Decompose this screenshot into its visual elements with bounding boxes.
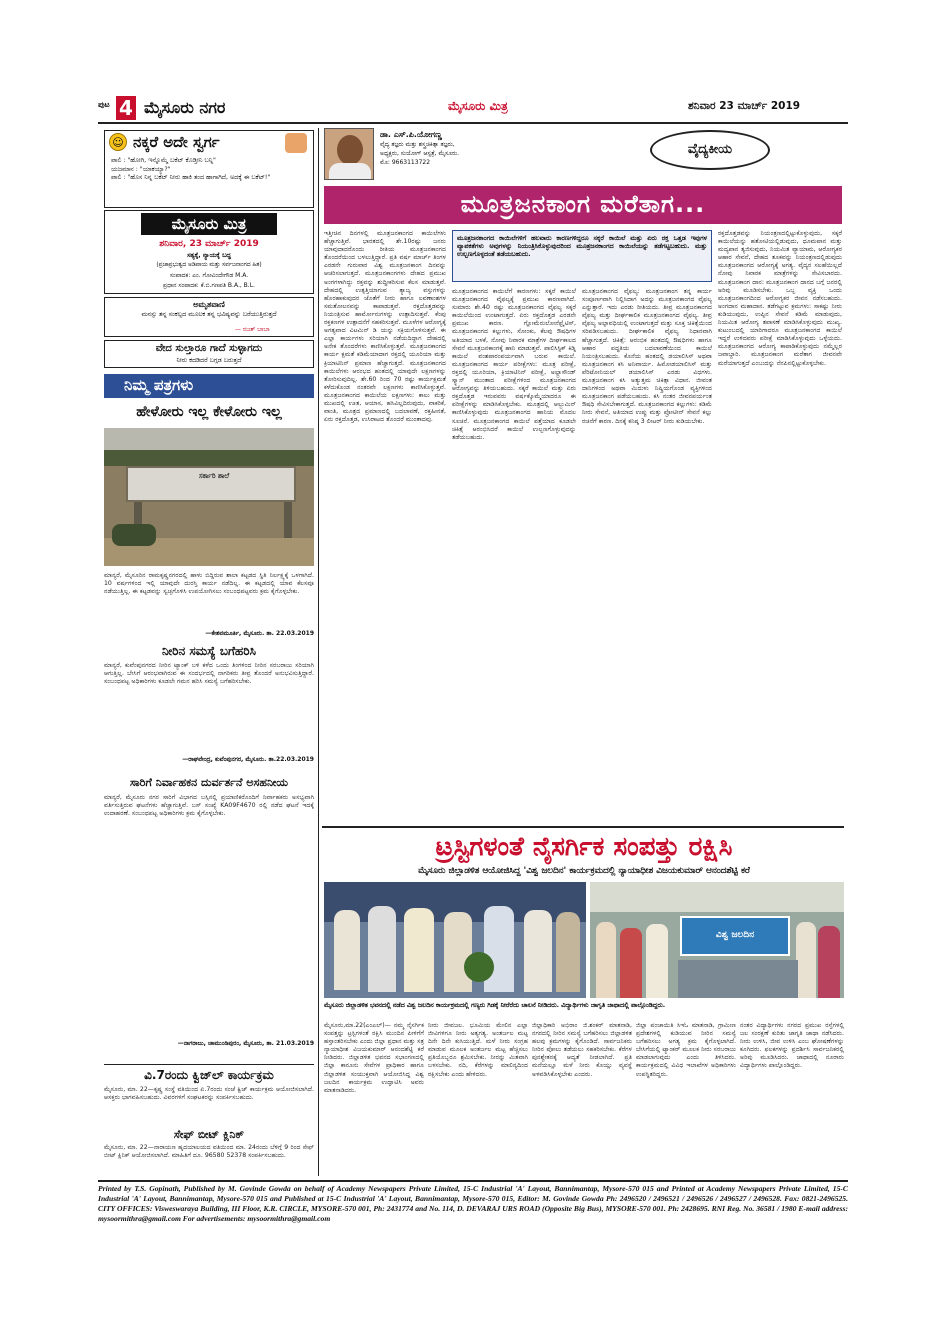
pullquote-box: [452, 230, 712, 282]
event2-body: ಮೈಸೂರು, ಮಾ. 22—ನಾರಾಯಣ ಹೃದಯಾಲಯದ ವತಿಯಿಂದ ಮಾ. 24ರಂದು ಬೆಳಿಗ್ಗೆ 9 ರಿಂದ ಸೇಫ್ ಬೀಟ್ ಕ್ಲಿನಿಕ್ ಆಯೋಜಿಸಲಾಗಿದೆ. ಮಾಹಿತಿಗೆ ದೂ. 96580 52378 ಸಂಪರ್ಕಿಸಬಹುದು.: [104, 1144, 314, 1160]
notice-title: ವೇದ ಸುಲ್ತಾರೂ ಗಾದೆ ಸುಳ್ಳಾಗದು: [155, 343, 263, 354]
quote-author: — ರಜತ್ ಬಾಬಾ: [235, 326, 270, 333]
page-label: ಪುಟ: [98, 100, 110, 109]
footer-rule: [98, 1180, 848, 1182]
header-rule: [98, 122, 848, 124]
column-title-badge: [650, 130, 770, 170]
event2-title: ಸೇಫ್ ಬೀಟ್ ಕ್ಲಿನಿಕ್: [173, 1128, 245, 1141]
author-line1: ವೈದ್ಯ ತಜ್ಞರು ಮತ್ತು ಶಸ್ತ್ರಚಿಕಿತ್ಸಾ ತಜ್ಞರು,: [380, 141, 455, 148]
joke-line: ಯಜಮಾನ : "ಯಾಕಯ್ಯಾ?": [111, 165, 171, 173]
health-col4: ರಕ್ತದೊತ್ತಡವನ್ನು ನಿಯಂತ್ರಣದಲ್ಲಿಟ್ಟುಕೊಳ್ಳುವುದು, ಸಕ್ಕರೆ ಕಾಯಿಲೆಯನ್ನು ಹತೋಟಿಯಲ್ಲಿಡುವುದು, ಧೂಮಪಾನ ಮತ್ತು ಮದ್ಯಪಾನ ತ್ಯಜಿಸುವುದು, ನಿಯಮಿತ ವ್ಯಾಯಾಮ, ಆರೋಗ್ಯಕರ ಆಹಾರ ಸೇವನೆ, ದೇಹದ ತೂಕವನ್ನು ನಿಯಂತ್ರಣದಲ್ಲಿಡುವುದು ಮೂತ್ರಜನಕಾಂಗದ ಆರೋಗ್ಯಕ್ಕೆ ಅಗತ್ಯ. ವೈದ್ಯರ ಸಲಹೆಯಿಲ್ಲದೆ ನೋವು ನಿವಾರಕ ಮಾತ್ರೆಗಳನ್ನು ಸೇವಿಸಬಾರದು. ಮೂತ್ರಜನಕಾಂಗ ದಾನ: ಮೂತ್ರಜನಕಾಂಗ ದಾನದ ಬಗ್ಗೆ ಜನರಲ್ಲಿ ಅರಿವು ಮೂಡಿಸಬೇಕು. ಒಬ್ಬ ವ್ಯಕ್ತಿ ಒಂದು ಮೂತ್ರಜನಕಾಂಗದಿಂದ ಆರೋಗ್ಯಕರ ಜೀವನ ನಡೆಸಬಹುದು. ಅಂಗದಾನ ಮಹಾದಾನ. ತಡೆಗಟ್ಟುವ ಕ್ರಮಗಳು: ಸಾಕಷ್ಟು ನೀರು ಕುಡಿಯುವುದು, ಉಪ್ಪಿನ ಸೇವನೆ ಕಡಿಮೆ ಮಾಡುವುದು, ನಿಯಮಿತ ಆರೋಗ್ಯ ತಪಾಸಣೆ ಮಾಡಿಸಿಕೊಳ್ಳುವುದು ಮುಖ್ಯ. ಕುಟುಂಬದಲ್ಲಿ ಯಾರಿಗಾದರೂ ಮೂತ್ರಜನಕಾಂಗದ ಕಾಯಿಲೆ ಇದ್ದರೆ ಉಳಿದವರು ಪರೀಕ್ಷೆ ಮಾಡಿಸಿಕೊಳ್ಳುವುದು ಒಳ್ಳೆಯದು. ಮೂತ್ರಜನಕಾಂಗದ ಆರೋಗ್ಯ ಕಾಪಾಡಿಕೊಳ್ಳುವುದು ನಮ್ಮೆಲ್ಲರ ಜವಾಬ್ದಾರಿ. ಮೂತ್ರಜನಕಾಂಗ ಮರೆತಾಗ ಜೀವನವೇ ಮರೆಯಾಗುತ್ತದೆ ಎಂಬುದನ್ನು ನೆನಪಿನಲ್ಲಿಟ್ಟುಕೊಳ್ಳಬೇಕು.: [718, 230, 842, 367]
author-line2: ಅಧ್ಯಕ್ಷರು, ಸುಯೋಗ್ ಆಸ್ಪತ್ರೆ, ಮೈಸೂರು.: [380, 150, 460, 157]
notice-box: [104, 340, 314, 368]
event1-title: ವಿ.7ರಂದು ಕ್ವಿಜ್‌ಲ್ ಕಾರ್ಯಕ್ರಮ: [144, 1068, 274, 1082]
banner-text: ವಿಶ್ವ ಜಲದಿನ: [715, 930, 755, 940]
joke-line: ಪಾಲಿ : "ಹೋಗಿ, ಇನ್ನೊಮ್ಮೆ ಬಕೆಟ್ ಕೊಡ್ತೀನಿ ಬನ್ನಿ": [111, 157, 216, 164]
letter3-body: ಮಾನ್ಯರೆ, ಮೈಸೂರು ನಗರ ಸಾರಿಗೆ ವಿಭಾಗದ ಬಸ್ಸಿನಲ್ಲಿ ಪ್ರಯಾಣಿಕರೊಂದಿಗೆ ನಿರ್ವಾಹಕರು ಅಸಭ್ಯವಾಗಿ ವರ್ತಿಸುತ್ತಿರುವ ಘಟನೆಗಳು ಹೆಚ್ಚಾಗುತ್ತಿವೆ. ಬಸ್ ಸಂಖ್ಯೆ KA09F4670 ರಲ್ಲಿ ನಡೆದ ಘಟನೆ ಇದಕ್ಕೆ ಉದಾಹರಣೆ. ಸಂಬಂಧಪಟ್ಟ ಅಧಿಕಾರಿಗಳು ಕ್ರಮ ಕೈಗೊಳ್ಳಬೇಕು.: [104, 794, 314, 818]
paper-editor: ಸಂಪಾದಕ: ಎಂ. ಗೋವಿಂದೇಗೌಡ M.A.: [169, 272, 249, 279]
divider: [104, 1064, 314, 1065]
letters-headline: ಹೇಳೋರು ಇಲ್ಲ ಕೇಳೋರು ಇಲ್ಲ: [136, 404, 282, 420]
notice-text: ನೀರು ಕದಡಿದರೆ ಬಗ್ಗಡ ಬರುತ್ತದೆ: [176, 357, 242, 364]
health-col2: ಮೂತ್ರಜನಕಾಂಗದ ಕಾಯಿಲೆಗೆ ಕಾರಣಗಳು: ಸಕ್ಕರೆ ಕಾಯಿಲೆ ಮೂತ್ರಜನಕಾಂಗದ ವೈಫಲ್ಯಕ್ಕೆ ಪ್ರಮುಖ ಕಾರಣವಾಗಿದೆ. ಸುಮಾರು ಶೇ.40 ರಷ್ಟು ಮೂತ್ರಜನಕಾಂಗದ ವೈಫಲ್ಯ ಸಕ್ಕರೆ ಕಾಯಿಲೆಯಿಂದ ಉಂಟಾಗುತ್ತದೆ. ಏರು ರಕ್ತದೊತ್ತಡ ಎರಡನೇ ಪ್ರಮುಖ ಕಾರಣ. ಗ್ಲೋಮೆರುಲೋನೆಫ್ರೈಟಿಸ್, ಮೂತ್ರಜನಕಾಂಗದ ಕಲ್ಲುಗಳು, ಸೋಂಕು, ಕೆಲವು ಔಷಧಿಗಳ ಅತಿಯಾದ ಬಳಕೆ, ನೋವು ನಿವಾರಕ ಮಾತ್ರೆಗಳ ದೀರ್ಘಕಾಲದ ಸೇವನೆ ಮೂತ್ರಜನಕಾಂಗಕ್ಕೆ ಹಾನಿ ಮಾಡುತ್ತವೆ. ಪಾಲಿಸಿಸ್ಟಿಕ್ ಕಿಡ್ನಿ ಕಾಯಿಲೆ ವಂಶಪಾರಂಪರ್ಯವಾಗಿ ಬರುವ ಕಾಯಿಲೆ. ಮೂತ್ರಜನಕಾಂಗದ ಕಾರ್ಯ ಪರೀಕ್ಷೆಗಳು: ಮೂತ್ರ ಪರೀಕ್ಷೆ, ರಕ್ತದಲ್ಲಿ ಯೂರಿಯಾ, ಕ್ರಿಯಾಟಿನಿನ್ ಪರೀಕ್ಷೆ, ಅಲ್ಟ್ರಾಸೌಂಡ್ ಸ್ಕ್ಯಾನ್ ಮುಂತಾದ ಪರೀಕ್ಷೆಗಳಿಂದ ಮೂತ್ರಜನಕಾಂಗದ ಆರೋಗ್ಯವನ್ನು ತಿಳಿಯಬಹುದು. ಸಕ್ಕರೆ ಕಾಯಿಲೆ ಮತ್ತು ಏರು ರಕ್ತದೊತ್ತಡ ಇರುವವರು ವರ್ಷಕ್ಕೊಮ್ಮೆಯಾದರೂ ಈ ಪರೀಕ್ಷೆಗಳನ್ನು ಮಾಡಿಸಿಕೊಳ್ಳಬೇಕು. ಮೂತ್ರದಲ್ಲಿ ಆಲ್ಬುಮಿನ್ ಕಾಣಿಸಿಕೊಳ್ಳುವುದು ಮೂತ್ರಜನಕಾಂಗದ ಹಾನಿಯ ಮೊದಲ ಸೂಚನೆ. ಮೂತ್ರಜನಕಾಂಗದ ಕಾಯಿಲೆ ಪತ್ತೆಯಾದ ಕೂಡಲೇ ಚಿಕಿತ್ಸೆ ಆರಂಭಿಸಿದರೆ ಕಾಯಿಲೆ ಉಲ್ಬಣಗೊಳ್ಳುವುದನ್ನು ತಡೆಯಬಹುದು.: [452, 288, 576, 441]
paper-info-box: [104, 210, 314, 294]
letter3-signature: —ನಾಗರಾಜು, ಚಾಮುಂಡಿಪುರಂ, ಮೈಸೂರು, ತಾ. 21.03.2019: [177, 1040, 314, 1047]
nature-subhead: ಮೈಸೂರು ಜಿಲ್ಲಾಡಳಿತ ಆಯೋಜಿಸಿದ್ದ 'ವಿಶ್ವ ಜಲದಿನ' ಕಾರ್ಯಕ್ರಮದಲ್ಲಿ ನ್ಯಾಯಾಧೀಶ ವಿಜಯಕುಮಾರ್ ಆನಂದಶೆಟ್ಟಿ ಕರೆ: [418, 866, 750, 876]
joke-title: ನಕ್ಕರೆ ಅದೇ ಸ್ವರ್ಗ: [133, 133, 220, 151]
masthead-small: ಮೈಸೂರು ಮಿತ್ರ: [448, 99, 508, 113]
author-name: ಡಾ. ಎಸ್.ಪಿ.ಯೋಗಣ್ಣ: [380, 130, 442, 139]
cartoon-icon: [285, 133, 307, 153]
page-header: [98, 96, 848, 122]
health-headline: ಮೂತ್ರಜನಕಾಂಗ ಮರೆತಾಗ...: [460, 190, 706, 218]
letters-banner: [104, 374, 314, 398]
photo-sign: ಸರ್ಕಾರಿ ಶಾಲೆ: [198, 472, 230, 480]
event-photo-right: [590, 882, 844, 998]
photo-caption: ಮೈಸೂರು ಜಿಲ್ಲಾಡಳಿತ ಭವನದಲ್ಲಿ ನಡೆದ ವಿಶ್ವ ಜಲದಿನ ಕಾರ್ಯಕ್ರಮದಲ್ಲಿ ಗಣ್ಯರು ಗಿಡಕ್ಕೆ ನೀರೆರೆದು ಚಾಲನೆ ನೀಡಿದರು. ವಿದ್ಯಾರ್ಥಿಗಳು ಜಾಗೃತಿ ಜಾಥಾದಲ್ಲಿ ಪಾಲ್ಗೊಂಡಿದ್ದರು.: [324, 1002, 666, 1009]
nature-headline: ಟ್ರಸ್ಟಿಗಳಂತೆ ನೈಸರ್ಗಿಕ ಸಂಪತ್ತು ರಕ್ಷಿಸಿ: [435, 832, 733, 862]
quote-text: ಮನಸ್ಸು ತನ್ನ ಸಂಕಲ್ಪದ ಮೂಲಕ ತನ್ನ ಭವಿಷ್ಯವನ್ನು ಬರೆಯುತ್ತಿರುತ್ತದೆ: [141, 311, 277, 318]
author-phone: ಮೊ: 9663113722: [380, 159, 431, 166]
column-title: ವೈದ್ಯಕೀಯ: [687, 142, 733, 157]
letter2-title: ನೀರಿನ ಸಮಸ್ಯೆ ಬಗೆಹರಿಸಿ: [162, 644, 256, 658]
letter3-title: ಸಾರಿಗೆ ನಿರ್ವಾಹಕನ ದುರ್ವರ್ತನೆ ಅಸಹನೀಯ: [129, 776, 289, 789]
column-rule: [318, 128, 319, 1176]
water-day-banner: [680, 916, 790, 956]
nature-col1: ಮೈಸೂರು,ಮಾ.22(ಎಂಎಲ್)— ನಮ್ಮ ನೈಸರ್ಗಿಕ ಸಂಪತ್ತನ್ನು ಟ್ರಸ್ಟಿಗಳಂತೆ ರಕ್ಷಿಸಿ ಮುಂದಿನ ಪೀಳಿಗೆಗೆ ಹಸ್ತಾಂತರಿಸಬೇಕು ಎಂದು ಜಿಲ್ಲಾ ಪ್ರಧಾನ ಮತ್ತು ಸತ್ರ ನ್ಯಾಯಾಧೀಶ ವಿಜಯಕುಮಾರ್ ಆನಂದಶೆಟ್ಟಿ ಕರೆ ನೀಡಿದರು. ಜಿಲ್ಲಾಡಳಿತ ಭವನದ ಸಭಾಂಗಣದಲ್ಲಿ ಜಿಲ್ಲಾ ಕಾನೂನು ಸೇವೆಗಳ ಪ್ರಾಧಿಕಾರ ಹಾಗೂ ಜಿಲ್ಲಾಡಳಿತ ಸಂಯುಕ್ತವಾಗಿ ಆಯೋಜಿಸಿದ್ದ ವಿಶ್ವ ಜಲದಿನ ಕಾರ್ಯಕ್ರಮ ಉದ್ಘಾಟಿಸಿ ಅವರು ಮಾತನಾಡಿದರು.: [324, 1022, 424, 1094]
letter-photo: [104, 428, 314, 566]
joke-line: ಪಾಲಿ : "ಹೊಸ ನಿನ್ನ ಬಕೆಟ್ ನೀರು ಹಾಕಿ ತಂದ ಹಾಗಾಗಿದೆ, ಅದಕ್ಕೆ ಈ ಬಕೆಟ್!": [111, 174, 271, 181]
nature-col5: ನಂತರ ವಿದ್ಯಾರ್ಥಿಗಳು ನಗರದ ಪ್ರಮುಖ ರಸ್ತೆಗಳಲ್ಲಿ ಜಲ ಸಂರಕ್ಷಣೆ ಕುರಿತು ಜಾಗೃತಿ ಜಾಥಾ ನಡೆಸಿದರು. ನೀರು ಉಳಿಸಿ, ಜೀವ ಉಳಿಸಿ ಎಂಬ ಘೋಷಣೆಗಳನ್ನು ಕೂಗಿದರು. ಫಲಕಗಳನ್ನು ಪ್ರದರ್ಶಿಸಿ ಸಾರ್ವಜನಿಕರಲ್ಲಿ ಅರಿವು ಮೂಡಿಸಿದರು. ಜಾಥಾದಲ್ಲಿ ನೂರಾರು ವಿದ್ಯಾರ್ಥಿಗಳು ಪಾಲ್ಗೊಂಡಿದ್ದರು.: [740, 1022, 844, 1070]
paper-name: ಮೈಸೂರು ಮಿತ್ರ: [141, 213, 277, 235]
quote-title: ಅಮೃತವಾಣಿ: [193, 300, 225, 309]
page-number: 4: [116, 96, 136, 120]
event-photo-left: [324, 882, 586, 998]
paper-line2: (ಪ್ರಜಾಪ್ರಭುತ್ವದ ಅಡಿಪಾಯ ಮತ್ತು ಸರ್ವಜನಾಂಗದ ಹಿತ): [156, 262, 262, 268]
laugh-icon: ☺: [109, 133, 127, 151]
author-photo: [324, 128, 374, 180]
letters-banner-text: ನಿಮ್ಮ ಪತ್ರಗಳು: [124, 376, 194, 394]
paper-publisher: ಪ್ರಧಾನ ಸಂಪಾದಕ: ಕೆ.ಬಿ.ಗಣಪತಿ B.A., B.L.: [163, 282, 255, 289]
health-headline-bar: [324, 186, 842, 224]
health-col1: ಇತ್ತೀಚಿನ ದಿನಗಳಲ್ಲಿ ಮೂತ್ರಜನಕಾಂಗದ ಕಾಯಿಲೆಗಳು ಹೆಚ್ಚಾಗುತ್ತಿವೆ. ಭಾರತದಲ್ಲಿ ಶೇ.10ರಷ್ಟು ಜನರು ಯಾವುದಾದರೊಂದು ರೀತಿಯ ಮೂತ್ರಜನಕಾಂಗದ ತೊಂದರೆಯಿಂದ ಬಳಲುತ್ತಿದ್ದಾರೆ. ಪ್ರತಿ ವರ್ಷ ಮಾರ್ಚ್ ತಿಂಗಳ ಎರಡನೇ ಗುರುವಾರ ವಿಶ್ವ ಮೂತ್ರಜನಕಾಂಗ ದಿನವನ್ನು ಆಚರಿಸಲಾಗುತ್ತದೆ. ಮೂತ್ರಜನಕಾಂಗಗಳು ದೇಹದ ಪ್ರಮುಖ ಅಂಗಗಳಾಗಿದ್ದು ರಕ್ತವನ್ನು ಶುದ್ಧೀಕರಿಸುವ ಕೆಲಸ ಮಾಡುತ್ತವೆ. ದೇಹದಲ್ಲಿ ಉತ್ಪತ್ತಿಯಾಗುವ ತ್ಯಾಜ್ಯ ವಸ್ತುಗಳನ್ನು ಹೊರಹಾಕುವುದರ ಜೊತೆಗೆ ನೀರು ಹಾಗೂ ಲವಣಾಂಶಗಳ ಸಮತೋಲನವನ್ನು ಕಾಪಾಡುತ್ತವೆ. ರಕ್ತದೊತ್ತಡವನ್ನು ನಿಯಂತ್ರಿಸುವ ಹಾರ್ಮೋನುಗಳನ್ನು ಉತ್ಪಾದಿಸುತ್ತವೆ. ಕೆಂಪು ರಕ್ತಕಣಗಳ ಉತ್ಪಾದನೆಗೆ ಸಹಕರಿಸುತ್ತವೆ. ಮೂಳೆಗಳ ಆರೋಗ್ಯಕ್ಕೆ ಅಗತ್ಯವಾದ ವಿಟಮಿನ್ ಡಿ ಯನ್ನು ಸಕ್ರಿಯಗೊಳಿಸುತ್ತವೆ. ಈ ಎಲ್ಲಾ ಕಾರ್ಯಗಳು ಸರಿಯಾಗಿ ನಡೆಯದಿದ್ದಾಗ ದೇಹದಲ್ಲಿ ಅನೇಕ ತೊಂದರೆಗಳು ಕಾಣಿಸಿಕೊಳ್ಳುತ್ತವೆ. ಮೂತ್ರಜನಕಾಂಗದ ಕಾರ್ಯ ಕ್ಷಮತೆ ಕಡಿಮೆಯಾದಾಗ ರಕ್ತದಲ್ಲಿ ಯೂರಿಯಾ ಮತ್ತು ಕ್ರಿಯಾಟಿನಿನ್ ಪ್ರಮಾಣ ಹೆಚ್ಚಾಗುತ್ತದೆ. ಮೂತ್ರಜನಕಾಂಗದ ಕಾಯಿಲೆಗಳು ಆರಂಭದ ಹಂತದಲ್ಲಿ ಯಾವುದೇ ಲಕ್ಷಣಗಳನ್ನು ತೋರಿಸುವುದಿಲ್ಲ. ಶೇ.60 ರಿಂದ 70 ರಷ್ಟು ಕಾರ್ಯಕ್ಷಮತೆ ಕಳೆದುಕೊಂಡ ನಂತರವೇ ಲಕ್ಷಣಗಳು ಕಾಣಿಸಿಕೊಳ್ಳುತ್ತವೆ. ಮೂತ್ರಜನಕಾಂಗದ ಕಾಯಿಲೆಯ ಲಕ್ಷಣಗಳು: ಕಾಲು ಮತ್ತು ಮುಖದಲ್ಲಿ ಊತ, ಆಯಾಸ, ಹಸಿವಿಲ್ಲದಿರುವುದು, ವಾಕರಿಕೆ, ವಾಂತಿ, ಮೂತ್ರದ ಪ್ರಮಾಣದಲ್ಲಿ ಬದಲಾವಣೆ, ರಕ್ತಹೀನತೆ, ಏರು ರಕ್ತದೊತ್ತಡ, ಉಸಿರಾಟದ ತೊಂದರೆ ಮುಂತಾದವು.: [324, 230, 446, 424]
footer-imprint: Printed by T.S. Gopinath, Published by M. Govinde Gowda on behalf of Academy Newspapers Private Limited, 15-C Industrial 'A' Layout, Bannimantap, Mysore-570 015 and Printed at Academy Newspapers Private Limited, 15-C Industrial 'A' Layout, Bannimantap, Mysore-570 015 and Published at 15-C Industrial 'A' Layout, Bannimantap, Mysore-570 015, Editor: M. Govinde Gowda Ph: 2496520 / 2496521 / 2496526 / 2496527 / 2496528. Fax: 0821-2496525. CITY OFFICES: Visweswaraya Building, III Floor, K.R. CIRCLE, MYSORE-570 001, Ph: 2431774 and No. 114, D. DEVARAJ URS ROAD (Opposite Big Bus), MYSORE-570 001. Ph: 2428695. RNI Reg. No. 36581 / 1980 E-mail address: mysoormithra@gmail.com For advertisements: mysoormithra@gmail.com: [98, 1184, 848, 1223]
event1-body: ಮೈಸೂರು, ಮಾ. 22—ಕೃಷ್ಣ ಸಂಸ್ಥೆ ವತಿಯಿಂದ ಏ.7ರಂದು ಸಂಜೆ ಕ್ವಿಜ್ ಕಾರ್ಯಕ್ರಮ ಆಯೋಜಿಸಲಾಗಿದೆ. ಆಸಕ್ತರು ಭಾಗವಹಿಸಬಹುದು. ವಿವರಗಳಿಗೆ ಸಂಘಟಕರನ್ನು ಸಂಪರ್ಕಿಸಬಹುದು.: [104, 1086, 314, 1102]
quote-box: [104, 297, 314, 337]
nature-col2: ನೀರು ಜೀವಜಲ. ಭೂಮಿಯ ಮೇಲಿನ ಎಲ್ಲಾ ಜೀವಿಗಳಿಗೂ ನೀರು ಅತ್ಯಗತ್ಯ. ಅಂತರ್ಜಲ ಮಟ್ಟ ದಿನೇ ದಿನೇ ಕುಸಿಯುತ್ತಿದೆ. ಮಳೆ ನೀರು ಸಂಗ್ರಹ ಮಾಡುವ ಮೂಲಕ ಅಂತರ್ಜಲ ಮಟ್ಟ ಹೆಚ್ಚಿಸಲು ಪ್ರತಿಯೊಬ್ಬರೂ ಶ್ರಮಿಸಬೇಕು. ನೀರನ್ನು ಮಿತವಾಗಿ ಬಳಸಬೇಕು. ನದಿ, ಕೆರೆಗಳನ್ನು ಮಾಲಿನ್ಯದಿಂದ ರಕ್ಷಿಸಬೇಕು ಎಂದು ಹೇಳಿದರು.: [428, 1022, 528, 1078]
paper-date: ಶನಿವಾರ, 23 ಮಾರ್ಚ್ 2019: [159, 239, 259, 249]
section-rule: [322, 826, 844, 828]
joke-box: [104, 130, 314, 208]
nature-col3: ಜಿಲ್ಲಾಧಿಕಾರಿ ಅಭಿರಾಂ ಜಿ.ಶಂಕರ್ ಮಾತನಾಡಿ, ನಗರದಲ್ಲಿ ನೀರಿನ ಸಮಸ್ಯೆ ಬಗೆಹರಿಸಲು ಜಿಲ್ಲಾಡಳಿತ ಹಲವು ಕ್ರಮಗಳನ್ನು ಕೈಗೊಂಡಿದೆ. ಸಾರ್ವಜನಿಕರು ನೀರಿನ ಪೋಲು ತಡೆಯಲು ಸಹಕರಿಸಬೇಕು. ಕೆರೆಗಳ ಪುನಶ್ಚೇತನಕ್ಕೆ ಆದ್ಯತೆ ನೀಡಲಾಗಿದೆ. ಪ್ರತಿ ಮನೆಯಲ್ಲೂ ಮಳೆ ನೀರು ಕೊಯ್ಲು ವ್ಯವಸ್ಥೆ ಅಳವಡಿಸಿಕೊಳ್ಳಬೇಕು ಎಂದರು.: [532, 1022, 632, 1078]
letter2-body: ಮಾನ್ಯರೆ, ಕುವೆಂಪುನಗರದ ನೀರಿನ ಟ್ಯಾಂಕ್ ಬಳಿ ಕಳೆದ ಒಂದು ತಿಂಗಳಿಂದ ನೀರಿನ ಸರಬರಾಜು ಸರಿಯಾಗಿ ಆಗುತ್ತಿಲ್ಲ. ಬೇಸಿಗೆ ಆರಂಭವಾಗಿರುವ ಈ ಸಂದರ್ಭದಲ್ಲಿ ನಾಗರಿಕರು ತೀವ್ರ ತೊಂದರೆ ಅನುಭವಿಸುತ್ತಿದ್ದಾರೆ. ಸಂಬಂಧಪಟ್ಟ ಅಧಿಕಾರಿಗಳು ಕೂಡಲೇ ಗಮನ ಹರಿಸಿ ಸಮಸ್ಯೆ ಬಗೆಹರಿಸಬೇಕು.: [104, 662, 314, 686]
paper-tagline: ಸತ್ಯಕ್ಕೆ, ನ್ಯಾಯಕ್ಕೆ ಬದ್ಧ: [187, 252, 231, 259]
header-date: ಶನಿವಾರ 23 ಮಾರ್ಚ್ 2019: [688, 100, 801, 112]
letter1-body: ಮಾನ್ಯರೆ, ಮೈಸೂರಿನ ರಾಮಕೃಷ್ಣನಗರದಲ್ಲಿ ಹಾಳು ಬಿದ್ದಿರುವ ಶಾಲಾ ಕಟ್ಟಡದ ಸ್ಥಿತಿ ನಿರ್ಲಕ್ಷ್ಯಕ್ಕೆ ಒಳಗಾಗಿದೆ. 10 ವರ್ಷಗಳಿಂದ ಇಲ್ಲಿ ಯಾವುದೇ ದುರಸ್ತಿ ಕಾರ್ಯ ನಡೆದಿಲ್ಲ. ಈ ಕಟ್ಟಡದಲ್ಲಿ ಯಾವ ಕೆಲಸವೂ ನಡೆಯುತ್ತಿಲ್ಲ. ಈ ಕಟ್ಟಡವನ್ನು ಸ್ವಚ್ಛಗೊಳಿಸಿ ಉಪಯೋಗಿಸಲು ಸಂಬಂಧಪಟ್ಟವರು ಕ್ರಮ ಕೈಗೊಳ್ಳಬೇಕು.: [104, 572, 314, 596]
letter1-signature: —ಕೇಶವಮೂರ್ತಿ, ಮೈಸೂರು. ತಾ. 22.03.2019: [205, 630, 314, 637]
pullquote: ಮೂತ್ರಜನಕಾಂಗದ ಕಾಯಿಲೆಗಳಿಗೆ ಹಲವಾರು ಕಾರಣಗಳಿದ್ದರೂ ಸಕ್ಕರೆ ಕಾಯಿಲೆ ಮತ್ತು ಏರು ರಕ್ತ ಒತ್ತಡ ಇವುಗಳ ವ್ಯಾಪಕತೆಗಳು ಅವುಗಳನ್ನು ನಿಯಂತ್ರಿಸಿಕೊಳ್ಳುವುದರಿಂದ ಮೂತ್ರಜನಕಾಂಗದ ಕಾಯಿಲೆಯನ್ನು ತಡೆಗಟ್ಟಬಹುದು. ಮತ್ತು ಉಲ್ಬಣಗೊಳ್ಳದಂತೆ ತಡೆಯಬಹುದು.: [457, 234, 707, 258]
health-col3: ಮೂತ್ರಜನಕಾಂಗದ ವೈಫಲ್ಯ: ಮೂತ್ರಜನಕಾಂಗ ತನ್ನ ಕಾರ್ಯ ಸಂಪೂರ್ಣವಾಗಿ ನಿಲ್ಲಿಸಿದಾಗ ಅದನ್ನು ಮೂತ್ರಜನಕಾಂಗದ ವೈಫಲ್ಯ ಎನ್ನುತ್ತಾರೆ. ಇದು ಎರಡು ರೀತಿಯದು. ತೀವ್ರ ಮೂತ್ರಜನಕಾಂಗದ ವೈಫಲ್ಯ ಮತ್ತು ದೀರ್ಘಕಾಲಿಕ ಮೂತ್ರಜನಕಾಂಗದ ವೈಫಲ್ಯ. ತೀವ್ರ ವೈಫಲ್ಯ ಅಲ್ಪಾವಧಿಯಲ್ಲಿ ಉಂಟಾಗುತ್ತದೆ ಮತ್ತು ಸೂಕ್ತ ಚಿಕಿತ್ಸೆಯಿಂದ ಸರಿಪಡಿಸಬಹುದು. ದೀರ್ಘಕಾಲಿಕ ವೈಫಲ್ಯ ನಿಧಾನವಾಗಿ ಹೆಚ್ಚಾಗುತ್ತದೆ. ಚಿಕಿತ್ಸೆ: ಆರಂಭಿಕ ಹಂತದಲ್ಲಿ ಔಷಧಿಗಳು ಹಾಗೂ ಆಹಾರ ಪದ್ಧತಿಯ ಬದಲಾವಣೆಯಿಂದ ಕಾಯಿಲೆ ನಿಯಂತ್ರಿಸಬಹುದು. ಕೊನೆಯ ಹಂತದಲ್ಲಿ ಡಯಾಲಿಸಿಸ್ ಅಥವಾ ಮೂತ್ರಜನಕಾಂಗ ಕಸಿ ಅನಿವಾರ್ಯ. ಹಿಮೋಡಯಾಲಿಸಿಸ್ ಮತ್ತು ಪೆರಿಟೋನಿಯಲ್ ಡಯಾಲಿಸಿಸ್ ಎರಡು ವಿಧಗಳು. ಮೂತ್ರಜನಕಾಂಗ ಕಸಿ ಅತ್ಯುತ್ತಮ ಚಿಕಿತ್ಸಾ ವಿಧಾನ. ಜೀವಂತ ದಾನಿಗಳಿಂದ ಅಥವಾ ಮಿದುಳು ನಿಷ್ಕ್ರಿಯಗೊಂಡ ವ್ಯಕ್ತಿಗಳಿಂದ ಮೂತ್ರಜನಕಾಂಗ ಪಡೆಯಬಹುದು. ಕಸಿ ನಂತರ ಜೀವನಪರ್ಯಂತ ಔಷಧಿ ಸೇವಿಸಬೇಕಾಗುತ್ತದೆ. ಮೂತ್ರಜನಕಾಂಗದ ಕಲ್ಲುಗಳು: ಕಡಿಮೆ ನೀರು ಸೇವನೆ, ಅತಿಯಾದ ಉಪ್ಪು ಮತ್ತು ಪ್ರೋಟೀನ್ ಸೇವನೆ ಕಲ್ಲು ರಚನೆಗೆ ಕಾರಣ. ದಿನಕ್ಕೆ ಕನಿಷ್ಠ 3 ಲೀಟರ್ ನೀರು ಕುಡಿಯಬೇಕು.: [582, 288, 712, 425]
letter2-signature: —ರಾಘವೇಂದ್ರ, ಕುವೆಂಪುನಗರ, ಮೈಸೂರು. ತಾ.22.03.2019: [182, 756, 314, 763]
section-title: ಮೈಸೂರು ನಗರ: [144, 98, 226, 117]
nature-col4: ಜಿಲ್ಲಾ ಪಂಚಾಯಿತಿ ಸಿಇಓ ಮಾತನಾಡಿ, ಗ್ರಾಮೀಣ ಪ್ರದೇಶಗಳಲ್ಲಿ ಕುಡಿಯುವ ನೀರಿನ ಸಮಸ್ಯೆ ಬಗೆಹರಿಸಲು ಅಗತ್ಯ ಕ್ರಮ ಕೈಗೊಳ್ಳಲಾಗಿದೆ. ಬೇಸಿಗೆಯಲ್ಲಿ ಟ್ಯಾಂಕರ್ ಮೂಲಕ ನೀರು ಸರಬರಾಜು ಮಾಡಲಾಗುವುದು ಎಂದು ತಿಳಿಸಿದರು. ಕಾರ್ಯಕ್ರಮದಲ್ಲಿ ವಿವಿಧ ಇಲಾಖೆಗಳ ಅಧಿಕಾರಿಗಳು ಉಪಸ್ಥಿತರಿದ್ದರು.: [636, 1022, 736, 1078]
